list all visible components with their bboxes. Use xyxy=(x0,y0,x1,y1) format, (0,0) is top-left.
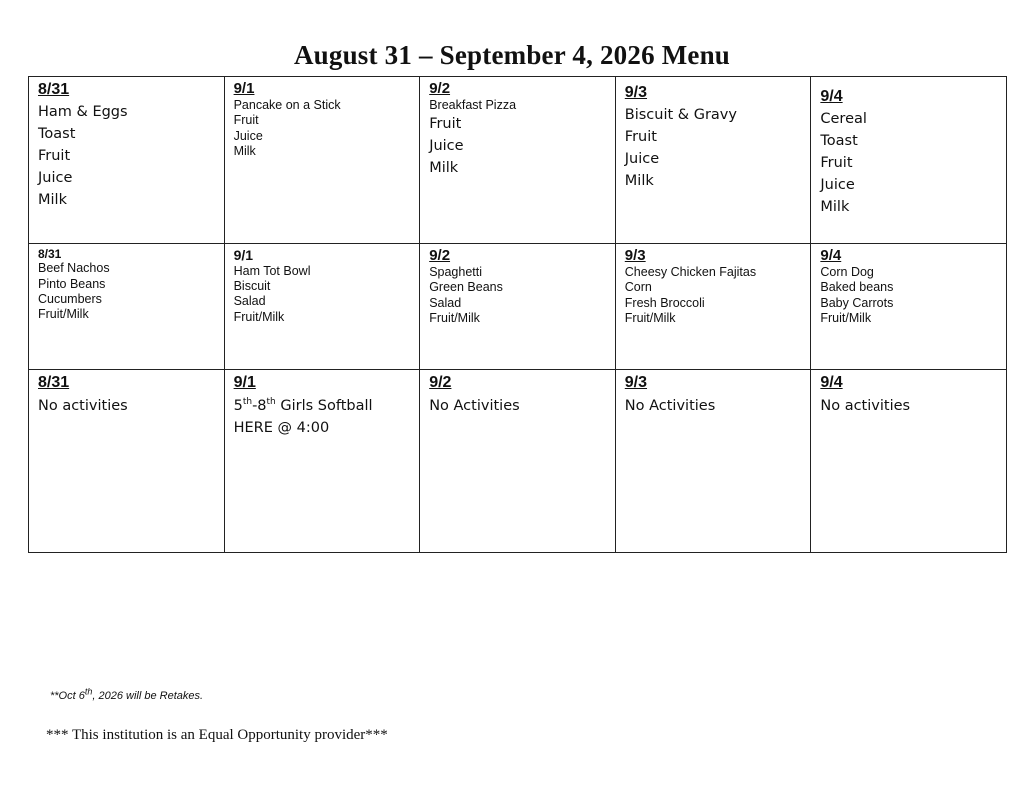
lunch-cell xyxy=(29,244,225,370)
activity-cell xyxy=(420,370,616,553)
activity-text: No activities xyxy=(38,398,128,415)
menu-item: Fruit xyxy=(233,113,259,128)
lunch-cell xyxy=(811,244,1007,370)
breakfast-cell xyxy=(29,77,225,244)
menu-item: Fruit/Milk xyxy=(429,310,480,325)
menu-item: Milk xyxy=(233,143,256,158)
activity-cell xyxy=(615,370,811,553)
menu-item: Beef Nachos xyxy=(38,261,110,276)
menu-item: Fruit xyxy=(429,116,462,133)
lunch-cell xyxy=(224,244,420,370)
menu-item: Spaghetti xyxy=(429,265,483,279)
menu-item: Juice xyxy=(38,170,73,187)
menu-item: Juice xyxy=(624,151,660,168)
date-header: 9/3 xyxy=(624,84,648,101)
date-header: 9/4 xyxy=(820,374,843,391)
date-header: 9/2 xyxy=(429,80,451,97)
activity-cell xyxy=(811,370,1007,553)
menu-item: Corn xyxy=(624,280,652,295)
activity-time: HERE @ 4:00 xyxy=(233,420,330,437)
date-header: 9/1 xyxy=(233,80,255,97)
date-header: 9/3 xyxy=(624,374,648,391)
menu-item: Fruit/Milk xyxy=(38,307,89,322)
date-header: 8/31 xyxy=(38,81,70,98)
menu-item: Fruit xyxy=(820,155,853,172)
date-header: 9/4 xyxy=(820,247,842,264)
menu-item: Biscuit & Gravy xyxy=(624,107,737,124)
retakes-note: **Oct 6th, 2026 will be Retakes. xyxy=(50,686,204,702)
menu-table xyxy=(28,76,1007,553)
menu-item: Toast xyxy=(820,133,858,150)
menu-item: Milk xyxy=(429,160,459,177)
activity-text: No Activities xyxy=(624,398,716,415)
menu-item: Baked beans xyxy=(820,280,894,295)
activity-text: No Activities xyxy=(429,398,520,415)
lunch-row xyxy=(29,244,1007,370)
menu-item: Baby Carrots xyxy=(820,295,894,310)
menu-item: Biscuit xyxy=(233,279,271,294)
menu-item: Salad xyxy=(429,295,462,310)
activity-cell xyxy=(29,370,225,553)
menu-item: Milk xyxy=(624,173,654,190)
menu-item: Fresh Broccoli xyxy=(624,295,705,310)
activity-cell xyxy=(224,370,420,553)
menu-item: Ham & Eggs xyxy=(38,104,128,121)
menu-item: Breakfast Pizza xyxy=(429,98,517,112)
breakfast-row xyxy=(29,77,1007,244)
menu-item: Juice xyxy=(429,138,464,155)
menu-item: Cereal xyxy=(820,111,867,128)
breakfast-cell xyxy=(224,77,420,244)
page-title: August 31 – September 4, 2026 Menu xyxy=(293,40,731,70)
menu-item: Cucumbers xyxy=(38,291,102,306)
menu-item: Corn Dog xyxy=(820,265,874,279)
menu-item: Green Beans xyxy=(429,280,503,295)
menu-item: Milk xyxy=(38,192,67,209)
menu-item: Fruit xyxy=(38,148,71,165)
lunch-cell xyxy=(420,244,616,370)
date-header: 9/1 xyxy=(233,247,254,263)
menu-item: Fruit/Milk xyxy=(820,310,872,325)
activity-text: 5th-8th Girls Softball xyxy=(233,397,373,415)
date-header: 9/2 xyxy=(429,374,452,391)
breakfast-cell xyxy=(811,77,1007,244)
menu-item: Fruit/Milk xyxy=(233,309,285,324)
menu-item: Juice xyxy=(820,177,855,194)
equal-opportunity-note: *** This institution is an Equal Opportunity provider*** xyxy=(46,727,388,743)
menu-item: Fruit xyxy=(624,129,657,146)
menu-item: Pinto Beans xyxy=(38,276,106,291)
date-header: 9/2 xyxy=(429,247,451,264)
activity-text: No activities xyxy=(820,398,911,415)
activities-row xyxy=(29,370,1007,553)
date-header: 8/31 xyxy=(38,374,70,391)
menu-item: Juice xyxy=(233,128,263,143)
date-header: 8/31 xyxy=(38,247,62,261)
menu-item: Salad xyxy=(233,294,266,309)
date-header: 9/4 xyxy=(820,88,843,105)
breakfast-cell xyxy=(615,77,811,244)
menu-item: Ham Tot Bowl xyxy=(233,263,311,278)
breakfast-cell xyxy=(420,77,616,244)
menu-item: Cheesy Chicken Fajitas xyxy=(624,265,757,279)
menu-item: Pancake on a Stick xyxy=(233,98,341,112)
date-header: 9/3 xyxy=(624,247,646,264)
menu-item: Milk xyxy=(820,199,850,216)
lunch-cell xyxy=(615,244,811,370)
date-header: 9/1 xyxy=(233,374,256,391)
menu-item: Toast xyxy=(38,126,76,143)
menu-item: Fruit/Milk xyxy=(624,310,676,325)
